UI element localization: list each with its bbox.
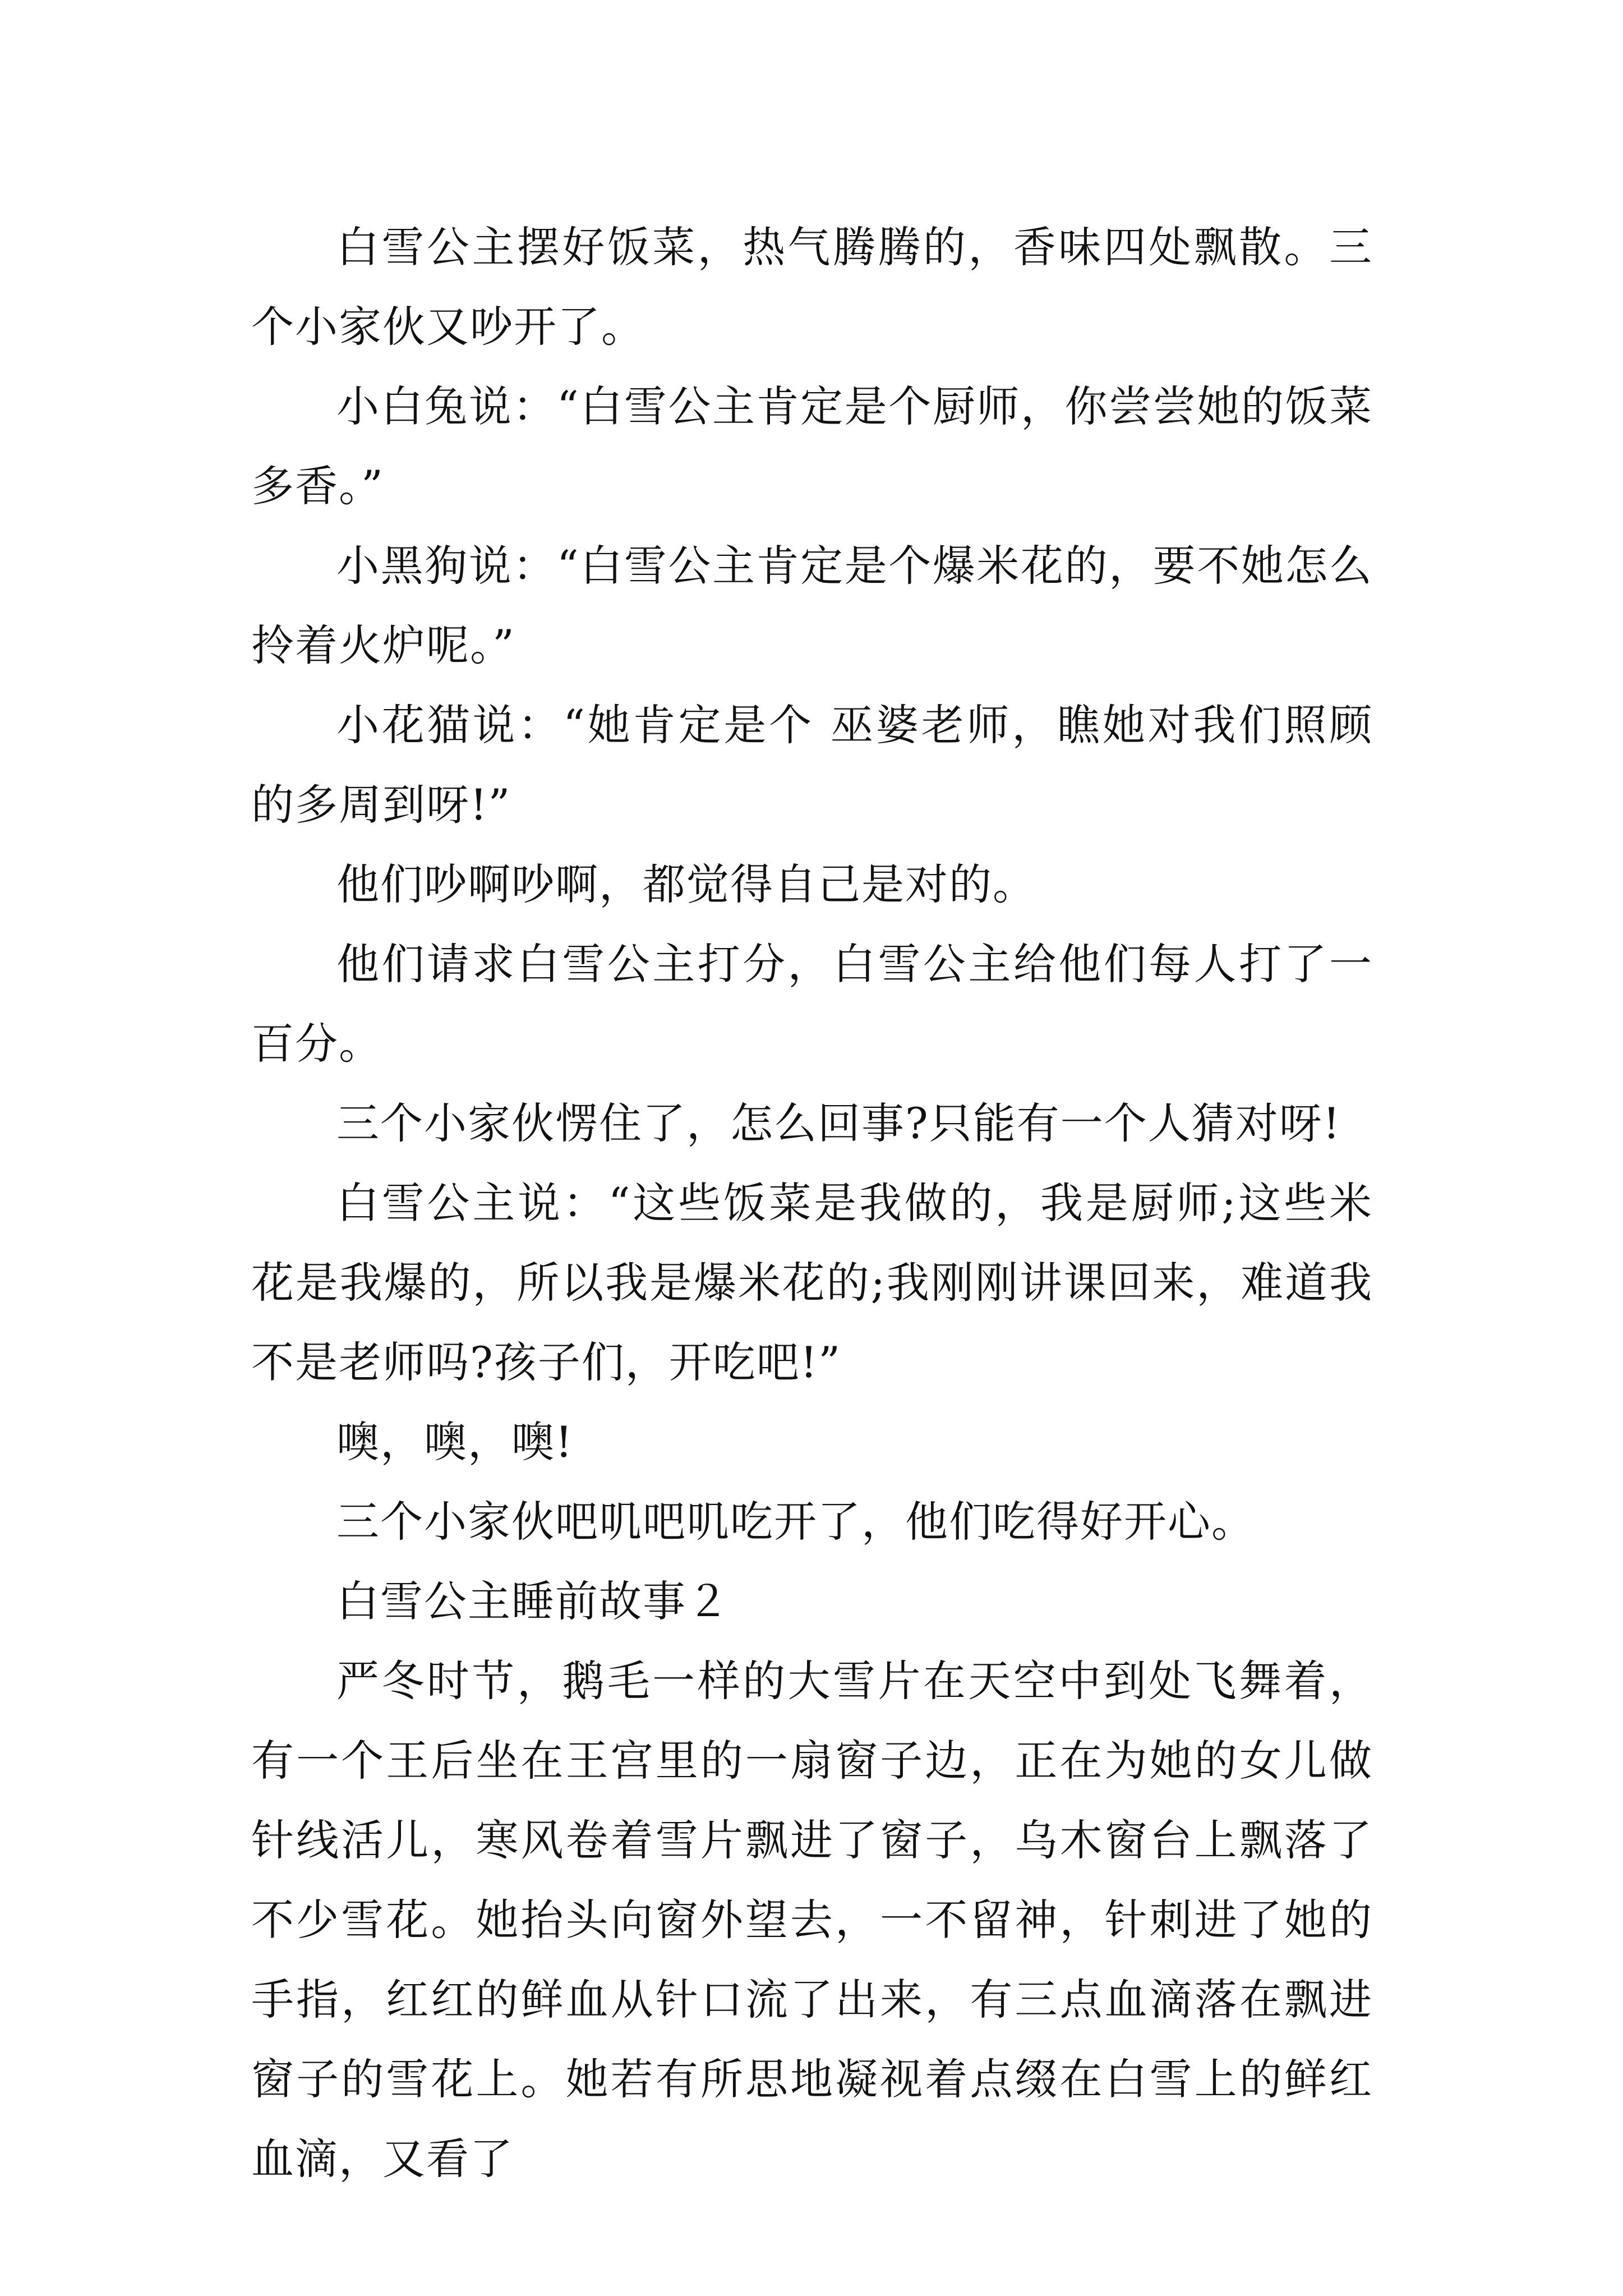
document-body <box>251 208 1373 2199</box>
paragraph: 噢，噢，噢! <box>336 1417 574 1467</box>
paragraph: 他们请求白雪公主打分，白雪公主给他们每人打了一百分。 <box>251 939 1373 1069</box>
paragraph: 小花猫说：“她肯定是个 巫婆老师，瞧她对我们照顾的多周到呀!” <box>251 700 1373 830</box>
paragraph: 小黑狗说：“白雪公主肯定是个爆米花的，要不她怎么拎着火炉呢。” <box>251 541 1373 670</box>
paragraph: 他们吵啊吵啊，都觉得自己是对的。 <box>336 859 1036 909</box>
paragraph: 三个小家伙吧叽吧叽吃开了，他们吃得好开心。 <box>336 1497 1255 1547</box>
paragraph: 白雪公主摆好饭菜，热气腾腾的，香味四处飘散。三个小家伙又吵开了。 <box>251 222 1373 352</box>
paragraph: 严冬时节，鹅毛一样的大雪片在天空中到处飞舞着，有一个王后坐在王宫里的一扇窗子边，正在为她的女儿做针线活儿，寒风卷着雪片飘进了窗子，乌木窗台上飘落了不少雪花。她抬头向窗外望去，一不留神，针刺进了她的手指，红红的鲜血从针口流了出来，有三点血滴落在飘进窗子的雪花上。她若有所思地凝视着点缀在白雪上的鲜红血滴，又看了 <box>251 1656 1373 2184</box>
paragraph: 三个小家伙愣住了，怎么回事?只能有一个人猜对呀! <box>336 1098 1341 1148</box>
section-heading: 白雪公主睡前故事２ <box>336 1576 730 1626</box>
paragraph: 小白兔说：“白雪公主肯定是个厨师，你尝尝她的饭菜多香。” <box>251 381 1373 511</box>
paragraph: 白雪公主说：“这些饭菜是我做的，我是厨师;这些米花是我爆的，所以我是爆米花的;我刚刚讲课回来，难道我不是老师吗?孩子们，开吃吧!” <box>251 1178 1373 1387</box>
